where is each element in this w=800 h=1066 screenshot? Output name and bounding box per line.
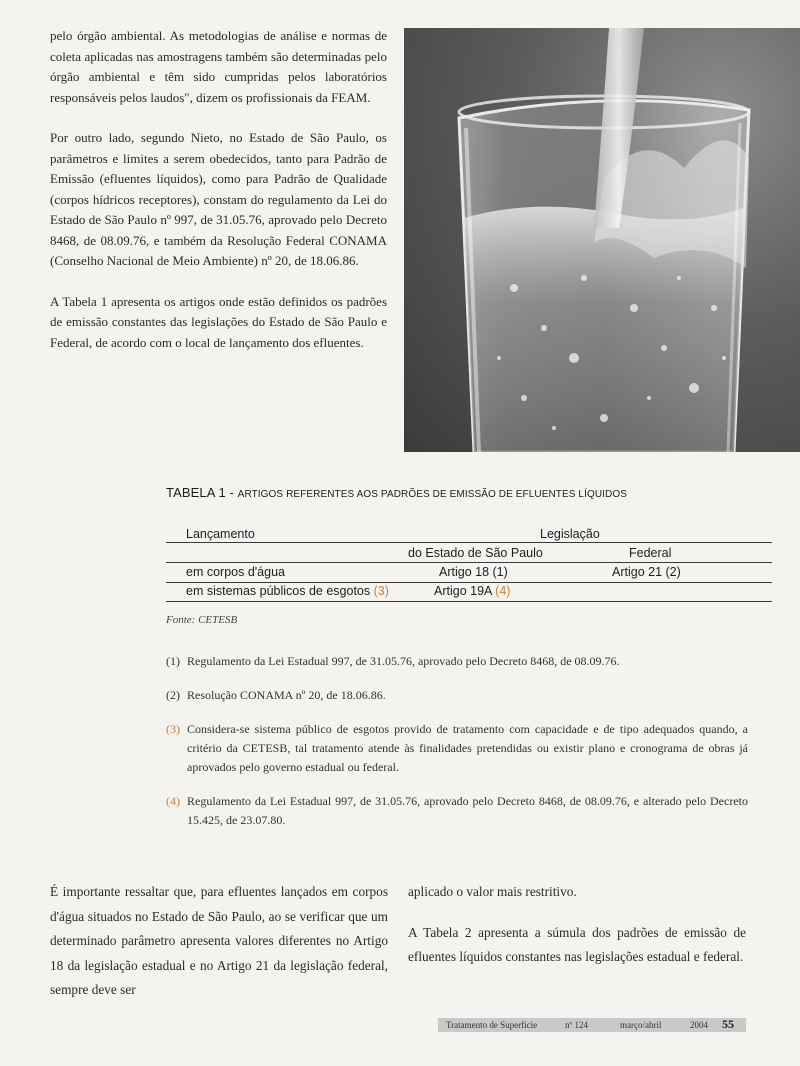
footnote-number: (1) <box>166 654 180 668</box>
footnote <box>166 720 748 777</box>
table-header-row-2 <box>166 544 772 563</box>
header-estado: do Estado de São Paulo <box>408 546 543 560</box>
footnotes <box>166 652 748 845</box>
paragraph: aplicado o valor mais restritivo. <box>408 884 577 899</box>
row-label: em corpos d'água <box>186 565 285 579</box>
header-lancamento: Lançamento <box>186 527 255 541</box>
header-legislacao: Legislação <box>540 527 600 541</box>
row-estado: Artigo 18 (1) <box>439 565 508 579</box>
table-row <box>166 563 772 582</box>
table-source: Fonte: CETESB <box>166 614 238 626</box>
page-number: 55 <box>722 1017 734 1031</box>
footnote <box>166 686 748 705</box>
page-footer <box>438 1018 746 1032</box>
paragraph: A Tabela 2 apresenta a súmula dos padrões de emissão de efluentes líquidos constantes nas legislações estadual e federal. <box>408 924 746 964</box>
footnote-number: (4) <box>166 794 180 808</box>
footer-year: 2004 <box>690 1020 708 1030</box>
footer-issue: nº 124 <box>565 1020 589 1030</box>
paragraph: A Tabela 1 apresenta os artigos onde estão definidos os padrões de emissão constantes das legislações do Estado de São Paulo e Federal, de acordo com o local de lançamento dos efluentes. <box>50 293 387 350</box>
table-title-text: ARTIGOS REFERENTES AOS PADRÕES DE EMISSÃO DE EFLUENTES LÍQUIDOS <box>237 489 628 500</box>
footnote-text: Resolução CONAMA nº 20, de 18.06.86. <box>187 688 386 702</box>
footnote <box>166 792 748 830</box>
footnote-text: Considera-se sistema público de esgotos provido de tratamento com capacidade e de tipo adequados quando, a critério da CETESB, tal tratamento atende às finalidades pretendidas ou existir plano e cronograma de obras já aprovados pelo governo estadual ou federal. <box>187 722 748 774</box>
footer-magazine: Tratamento de Superfície <box>446 1020 538 1030</box>
bottom-right-column <box>408 880 746 986</box>
water-glass-photo <box>404 28 800 452</box>
paragraph: Por outro lado, segundo Nieto, no Estado de São Paulo, os parâmetros e limites a serem obedecidos, tanto para Padrão de Emissão (efluentes líquidos), como para Padrão de Qualidade (corpos hídricos receptores), constam do regulamento da Lei do Estado de São Paulo nº 997, de 31.05.76, aprovado pelo Decreto 8468, de 08.09.76, e também da Resolução Federal CONAMA (Conselho Nacional de Meio Ambiente) nº 20, de 18.06.86. <box>50 130 387 268</box>
footer-month: março/abril <box>620 1020 662 1030</box>
table-title <box>166 485 766 500</box>
header-federal: Federal <box>629 546 672 560</box>
footnote-number: (2) <box>166 688 180 702</box>
rule <box>166 601 772 602</box>
row-federal: Artigo 21 (2) <box>612 565 681 579</box>
paragraph: pelo órgão ambiental. As metodologias de análise e normas de coleta aplicadas nas amostragens também são determinadas pelo órgão ambiental e têm sido cumpridas pelos laboratórios responsáveis pelos laudos", dizem os profissionais da FEAM. <box>50 28 387 105</box>
footnote-text: Regulamento da Lei Estadual 997, de 31.05.76, aprovado pelo Decreto 8468, de 08.09.76, e alterado pelo Decreto 15.425, de 23.07.80. <box>187 794 748 827</box>
top-text-column <box>50 26 387 373</box>
table-row <box>166 582 772 601</box>
row-estado: Artigo 19A (4) <box>434 584 511 598</box>
bottom-left-column <box>50 880 388 1003</box>
rule <box>166 542 772 543</box>
footnote <box>166 652 748 671</box>
footnote-text: Regulamento da Lei Estadual 997, de 31.05.76, aprovado pelo Decreto 8468, de 08.09.76. <box>187 654 620 668</box>
table-title-prefix: TABELA 1 - <box>166 485 238 500</box>
paragraph: É importante ressaltar que, para efluentes lançados em corpos d'água situados no Estado de São Paulo, ao se verificar que um determinado parâmetro apresenta valores diferentes no Artigo 18 da legislação estadual e no Artigo 21 da legislação federal, sempre deve ser <box>50 884 388 997</box>
footnote-number: (3) <box>166 722 180 736</box>
emission-articles-table <box>166 525 772 601</box>
row-label: em sistemas públicos de esgotos (3) <box>186 584 389 598</box>
